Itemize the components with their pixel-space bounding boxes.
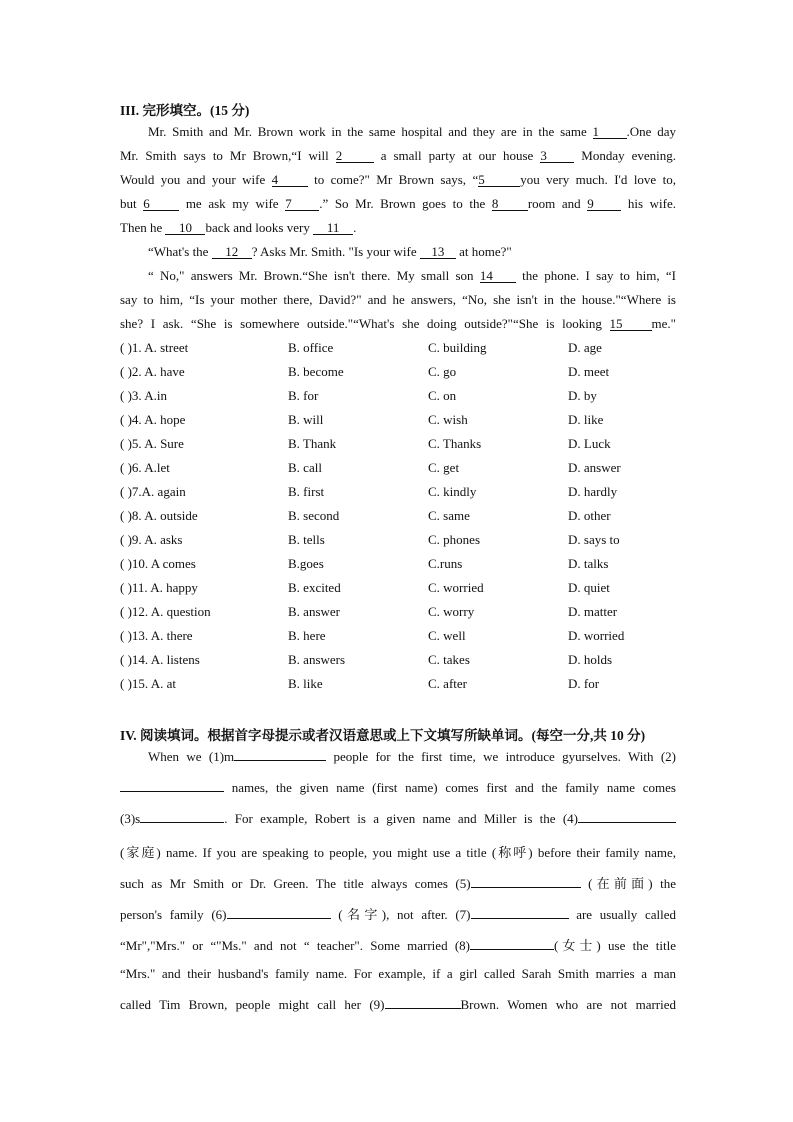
question-option-a[interactable]: ( )10. A comes [120, 556, 196, 571]
option-b[interactable]: B. like [288, 676, 323, 691]
option-d[interactable]: D. Luck [568, 436, 611, 451]
option-d[interactable]: D. hardly [568, 484, 618, 499]
question-option-a[interactable]: ( )3. A.in [120, 388, 167, 403]
blank-10[interactable]: 10 [165, 221, 205, 235]
blank-6[interactable]: 6 [143, 197, 179, 211]
question-option-a[interactable]: ( )6. A.let [120, 460, 170, 475]
question-option-a[interactable]: ( )13. A. there [120, 628, 193, 643]
question-option-a[interactable]: ( )5. A. Sure [120, 436, 184, 451]
section-4-title: IV. 阅读填词。根据首字母提示或者汉语意思或上下文填写所缺单词。(每空一分,共 10 分) [120, 728, 646, 743]
option-b[interactable]: B. call [288, 460, 322, 475]
option-row [120, 340, 680, 358]
option-row [120, 460, 680, 478]
option-d[interactable]: D. for [568, 676, 600, 691]
option-c[interactable]: C. wish [428, 412, 468, 427]
option-b[interactable]: B. Thank [288, 436, 337, 451]
option-c[interactable]: C. phones [428, 532, 480, 547]
option-c[interactable]: C. Thanks [428, 436, 482, 451]
passage-line: person's family (6) (名字), not after. (7) are usually called [120, 907, 676, 922]
option-d[interactable]: D. by [568, 388, 597, 403]
blank-4-3[interactable] [140, 822, 224, 823]
passage-line: When we (1)m people for the first time, we introduce gyurselves. With (2) [148, 749, 676, 764]
blank-11[interactable]: 11 [313, 221, 353, 235]
option-row [120, 388, 680, 406]
option-d[interactable]: D. worried [568, 628, 625, 643]
option-row [120, 532, 680, 550]
option-b[interactable]: B. office [288, 340, 334, 355]
option-b[interactable]: B. here [288, 628, 326, 643]
blank-9[interactable]: 9 [587, 197, 621, 211]
option-b[interactable]: B. tells [288, 532, 325, 547]
option-row [120, 484, 680, 502]
blank-12[interactable]: 12 [212, 245, 252, 259]
blank-3[interactable]: 3 [540, 149, 574, 163]
option-b[interactable]: B. second [288, 508, 340, 523]
passage-line: called Tim Brown, people might call her (9) Brown. Women who are not married [120, 997, 677, 1012]
blank-4-9[interactable] [385, 1008, 461, 1009]
blank-13[interactable]: 13 [420, 245, 456, 259]
blank-5[interactable]: 5 [478, 173, 520, 187]
question-option-a[interactable]: ( )2. A. have [120, 364, 185, 379]
option-c[interactable]: C. same [428, 508, 470, 523]
option-d[interactable]: D. age [568, 340, 602, 355]
option-row [120, 412, 680, 430]
option-d[interactable]: D. matter [568, 604, 618, 619]
passage-line: but 6 me ask my wife 7 .” So Mr. Brown goes to the 8 room and 9 his wife. [120, 196, 676, 211]
blank-7[interactable]: 7 [285, 197, 319, 211]
option-row [120, 580, 680, 598]
blank-1[interactable]: 1 [593, 125, 627, 139]
option-b[interactable]: B. first [288, 484, 325, 499]
passage-line: “ No," answers Mr. Brown.“She isn't there. My small son 14 the phone. I say to him, “I [148, 268, 677, 283]
question-option-a[interactable]: ( )12. A. question [120, 604, 211, 619]
passage-line: Mr. Smith and Mr. Brown work in the same hospital and they are in the same 1 .One day [148, 124, 676, 139]
option-c[interactable]: C. takes [428, 652, 470, 667]
blank-4-4[interactable] [578, 822, 676, 823]
question-option-a[interactable]: ( )9. A. asks [120, 532, 183, 547]
option-b[interactable]: B. for [288, 388, 319, 403]
passage-line: names, the given name (first name) comes first and the family name comes [120, 780, 676, 796]
blank-4-5[interactable] [471, 887, 581, 888]
option-d[interactable]: D. quiet [568, 580, 610, 595]
option-d[interactable]: D. meet [568, 364, 610, 379]
blank-4-1[interactable] [234, 760, 326, 761]
question-option-a[interactable]: ( )4. A. hope [120, 412, 186, 427]
option-c[interactable]: C. worried [428, 580, 484, 595]
option-c[interactable]: C. on [428, 388, 457, 403]
blank-8[interactable]: 8 [492, 197, 528, 211]
option-b[interactable]: B. answers [288, 652, 346, 667]
option-b[interactable]: B.goes [288, 556, 324, 571]
option-c[interactable]: C. after [428, 676, 467, 691]
option-c[interactable]: C. go [428, 364, 457, 379]
question-option-a[interactable]: ( )14. A. listens [120, 652, 200, 667]
question-option-a[interactable]: ( )7.A. again [120, 484, 186, 499]
blank-4-6[interactable] [227, 918, 331, 919]
passage-line: she? I ask. “She is somewhere outside."“What's she doing outside?"“She is looking 15 me." [120, 316, 676, 331]
passage-line: Then he 10 back and looks very 11 . [120, 220, 357, 235]
question-option-a[interactable]: ( )11. A. happy [120, 580, 198, 595]
option-row [120, 676, 680, 694]
passage-line: Mr. Smith says to Mr Brown,“I will 2 a small party at our house 3 Monday evening. [120, 148, 677, 163]
option-row [120, 508, 680, 526]
option-d[interactable]: D. says to [568, 532, 620, 547]
option-c[interactable]: C. well [428, 628, 466, 643]
section-3-title: III. 完形填空。(15 分) [120, 103, 250, 118]
passage-line: (家庭) name. If you are speaking to people, you might use a title (称呼) before their family name, [120, 845, 676, 860]
passage-line: “Mrs." and their husband's family name. For example, if a girl called Sarah Smith marries a man [120, 966, 676, 981]
option-b[interactable]: B. become [288, 364, 344, 379]
option-d[interactable]: D. talks [568, 556, 609, 571]
option-row [120, 628, 680, 646]
blank-4-2[interactable] [120, 791, 224, 792]
question-option-a[interactable]: ( )8. A. outside [120, 508, 198, 523]
option-row [120, 604, 680, 622]
blank-4-8[interactable] [470, 949, 554, 950]
passage-line: (3)s . For example, Robert is a given name and Miller is the (4) [120, 811, 676, 827]
question-option-a[interactable]: ( )1. A. street [120, 340, 189, 355]
option-c[interactable]: C. get [428, 460, 460, 475]
question-option-a[interactable]: ( )15. A. at [120, 676, 176, 691]
passage-line: Would you and your wife 4 to come?" Mr Brown says, “5 you very much. I'd love to, [120, 172, 676, 187]
passage-line: “What's the 12 ? Asks Mr. Smith. "Is your wife 13 at home?" [148, 244, 512, 259]
option-b[interactable]: B. excited [288, 580, 341, 595]
option-c[interactable]: C.runs [428, 556, 463, 571]
option-d[interactable]: D. holds [568, 652, 613, 667]
passage-line: such as Mr Smith or Dr. Green. The title always comes (5) (在前面) the [120, 876, 676, 891]
blank-2[interactable]: 2 [336, 149, 374, 163]
blank-14[interactable]: 14 [480, 269, 516, 283]
option-row [120, 556, 680, 574]
option-c[interactable]: C. building [428, 340, 487, 355]
option-d[interactable]: D. like [568, 412, 604, 427]
passage-line: say to him, “Is your mother there, David?" and he answers, “No, she isn't in the house."“Where is [120, 292, 676, 307]
option-c[interactable]: C. worry [428, 604, 475, 619]
option-c[interactable]: C. kindly [428, 484, 477, 499]
blank-15[interactable]: 15 [610, 317, 652, 331]
passage-line: “Mr","Mrs." or “"Ms." and not “ teacher". Some married (8) (女士) use the title [120, 938, 677, 953]
option-d[interactable]: D. other [568, 508, 611, 523]
option-row [120, 364, 680, 382]
option-row [120, 652, 680, 670]
option-row [120, 436, 680, 454]
blank-4[interactable]: 4 [272, 173, 308, 187]
option-b[interactable]: B. will [288, 412, 324, 427]
option-d[interactable]: D. answer [568, 460, 621, 475]
blank-4-7[interactable] [471, 918, 569, 919]
option-b[interactable]: B. answer [288, 604, 340, 619]
